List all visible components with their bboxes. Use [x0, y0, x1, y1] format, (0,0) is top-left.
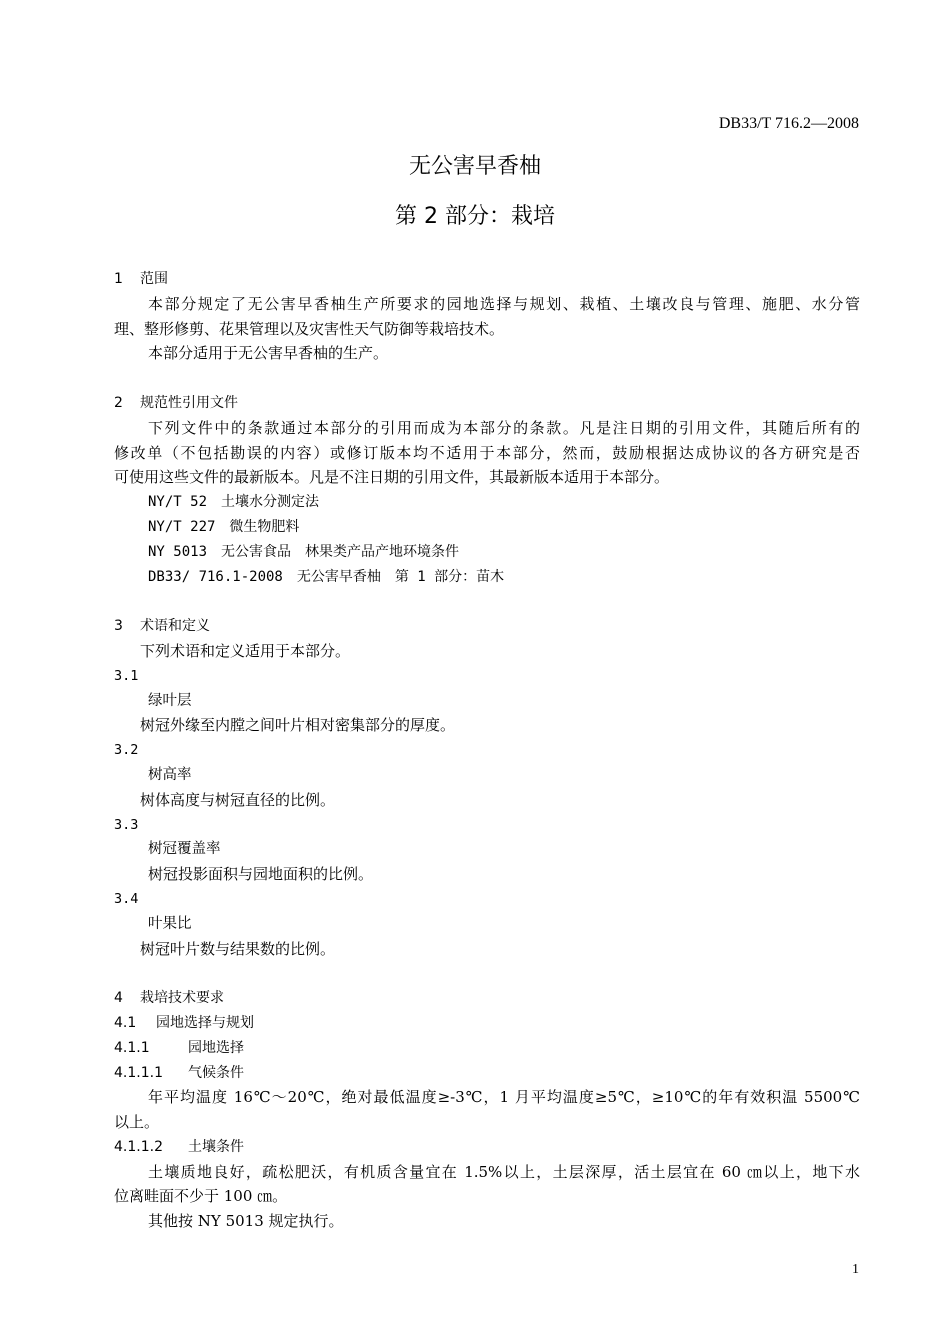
section-title: 园地选择 — [188, 1039, 244, 1056]
normative-reference: NY/T 52 土壤水分测定法 — [148, 494, 320, 511]
normative-reference: DB33/ 716.1-2008 无公害早香柚 第 1 部分：苗木 — [148, 568, 505, 585]
paragraph-line: 本部分规定了无公害早香柚生产所要求的园地选择与规划、栽植、土壤改良与管理、施肥、水分管 — [148, 294, 860, 313]
section-heading — [114, 1061, 860, 1086]
term-name: 绿叶层 — [148, 692, 192, 709]
section-title: 园地选择与规划 — [156, 1014, 254, 1031]
section-title: 栽培技术要求 — [140, 990, 224, 1007]
standard-code: DB33/T 716.2—2008 — [718, 115, 859, 132]
paragraph-line: 年平均温度 16℃～20℃，绝对最低温度≥-3℃，1 月平均温度≥5℃，≥10℃的年有效积温 5500℃ — [148, 1088, 860, 1107]
section-number: 4.1.1.1 — [114, 1064, 163, 1081]
section-title: 术语和定义 — [140, 618, 210, 635]
section-heading — [114, 986, 860, 1011]
section-title: 土壤条件 — [188, 1138, 244, 1155]
definition-text: 树体高度与树冠直径的比例。 — [140, 790, 336, 809]
section-heading — [114, 1036, 860, 1061]
section-heading — [114, 1135, 860, 1160]
paragraph-line: 下列文件中的条款通过本部分的引用而成为本部分的条款。凡是注日期的引用文件，其随后所有的 — [148, 418, 860, 437]
section-number: 1 — [114, 271, 123, 287]
definition-text: 树冠外缘至内膛之间叶片相对密集部分的厚度。 — [140, 716, 456, 735]
blank-line — [114, 366, 860, 391]
definition-text: 下列术语和定义适用于本部分。 — [140, 641, 351, 660]
document-title: 无公害早香柚 — [408, 154, 541, 179]
section-title: 规范性引用文件 — [140, 394, 238, 411]
section-heading — [114, 1011, 860, 1036]
paragraph-line: 土壤质地良好，疏松肥沃，有机质含量宜在 1.5%以上，土层深厚，活土层宜在 60 ㎝以上，地下水 — [148, 1162, 860, 1181]
term-name: 树高率 — [148, 766, 192, 783]
page-number: 1 — [852, 1262, 859, 1277]
section-number: 4 — [114, 990, 123, 1007]
section-number: 4.1.1 — [114, 1039, 150, 1056]
paragraph-line: 树冠投影面积与园地面积的比例。 — [148, 865, 374, 884]
section-heading — [114, 267, 860, 292]
section-number: 2 — [114, 394, 123, 411]
section-number: 4.1.1.2 — [114, 1138, 163, 1155]
normative-reference: NY/T 227 微生物肥料 — [148, 518, 300, 535]
paragraph-continuation: 理、整形修剪、花果管理以及灾害性天气防御等栽培技术。 — [114, 319, 505, 338]
section-number: 3 — [114, 618, 123, 635]
paragraph-line: 本部分适用于无公害早香柚的生产。 — [148, 344, 389, 363]
paragraph-continuation: 修改单（不包括勘误的内容）或修订版本均不适用于本部分，然而，鼓励根据达成协议的各方研究是否 — [114, 443, 860, 462]
blank-line — [114, 961, 860, 986]
term-number: 3.1 — [114, 667, 139, 684]
section-heading — [114, 614, 860, 639]
section-title: 范围 — [140, 271, 168, 287]
document-body — [114, 267, 860, 1234]
definition-text: 树冠叶片数与结果数的比例。 — [140, 939, 336, 958]
section-heading — [114, 391, 860, 416]
paragraph-line: 其他按 NY 5013 规定执行。 — [148, 1212, 344, 1231]
paragraph-continuation: 位离畦面不少于 100 ㎝。 — [114, 1187, 288, 1206]
section-title: 气候条件 — [188, 1064, 244, 1081]
blank-line — [114, 589, 860, 614]
term-name: 叶果比 — [148, 915, 192, 932]
section-number: 4.1 — [114, 1014, 137, 1031]
term-number: 3.4 — [114, 890, 139, 907]
term-number: 3.2 — [114, 742, 139, 759]
normative-reference: NY 5013 无公害食品 林果类产品产地环境条件 — [148, 543, 459, 560]
term-number: 3.3 — [114, 816, 139, 833]
paragraph-continuation: 可使用这些文件的最新版本。凡是不注日期的引用文件，其最新版本适用于本部分。 — [114, 468, 670, 487]
term-name: 树冠覆盖率 — [148, 841, 221, 858]
paragraph-continuation: 以上。 — [114, 1113, 160, 1132]
document-subtitle: 第 2 部分：栽培 — [395, 204, 555, 229]
